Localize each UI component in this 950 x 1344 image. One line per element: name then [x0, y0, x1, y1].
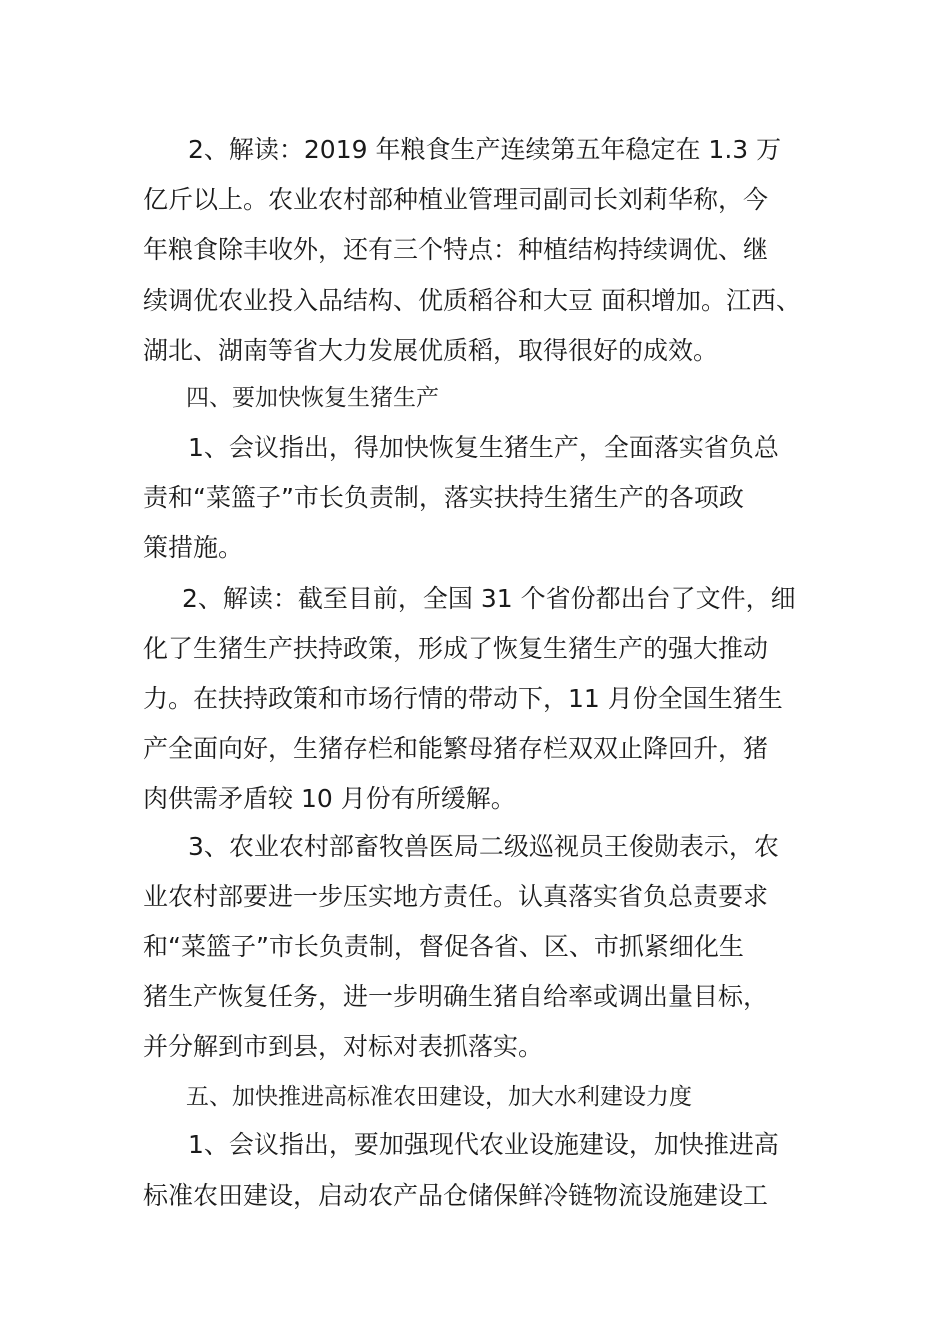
paragraph-2-line-3: 策措施。: [143, 533, 244, 562]
paragraph-4-line-3: 和“菜篮子”市长负责制，督促各省、区、市抓紧细化生: [143, 932, 744, 961]
paragraph-3-line-2: 化了生猪生产扶持政策，形成了恢复生猪生产的强大推动: [143, 634, 769, 663]
paragraph-1-line-4: 续调优农业投入品结构、优质稻谷和大豆 面积增加。江西、: [143, 286, 801, 315]
paragraph-4-line-5: 并分解到市到县，对标对表抓落实。: [143, 1032, 544, 1061]
paragraph-3-line-1: 2、解读：截至目前，全国 31 个省份都出台了文件，细: [182, 584, 796, 613]
paragraph-4-line-4: 猪生产恢复任务，进一步明确生猪自给率或调出量目标，: [143, 982, 769, 1011]
section-heading-5: 五、加快推进高标准农田建设，加大水利建设力度: [186, 1084, 692, 1110]
paragraph-2-line-1: 1、会议指出，得加快恢复生猪生产，全面落实省负总: [188, 433, 779, 462]
paragraph-1-line-5: 湖北、湖南等省大力发展优质稻，取得很好的成效。: [143, 336, 719, 365]
paragraph-5-line-1: 1、会议指出，要加强现代农业设施建设，加快推进高: [188, 1130, 779, 1159]
paragraph-5-line-2: 标准农田建设，启动农产品仓储保鲜冷链物流设施建设工: [143, 1181, 769, 1210]
paragraph-1-line-2: 亿斤以上。农业农村部种植业管理司副司长刘莉华称，今: [143, 185, 769, 214]
paragraph-4-line-1: 3、农业农村部畜牧兽医局二级巡视员王俊勋表示，农: [188, 832, 779, 861]
paragraph-2-line-2: 责和“菜篮子”市长负责制，落实扶持生猪生产的各项政: [143, 483, 744, 512]
paragraph-4-line-2: 业农村部要进一步压实地方责任。认真落实省负总责要求: [143, 882, 769, 911]
section-heading-4: 四、要加快恢复生猪生产: [186, 385, 439, 411]
paragraph-1-line-1: 2、解读：2019 年粮食生产连续第五年稳定在 1.3 万: [188, 135, 782, 164]
paragraph-3-line-5: 肉供需矛盾较 10 月份有所缓解。: [143, 784, 516, 813]
paragraph-3-line-4: 产全面向好，生猪存栏和能繁母猪存栏双双止降回升，猪: [143, 734, 769, 763]
paragraph-1-line-3: 年粮食除丰收外，还有三个特点：种植结构持续调优、继: [143, 235, 769, 264]
paragraph-3-line-3: 力。在扶持政策和市场行情的带动下，11 月份全国生猪生: [143, 684, 783, 713]
